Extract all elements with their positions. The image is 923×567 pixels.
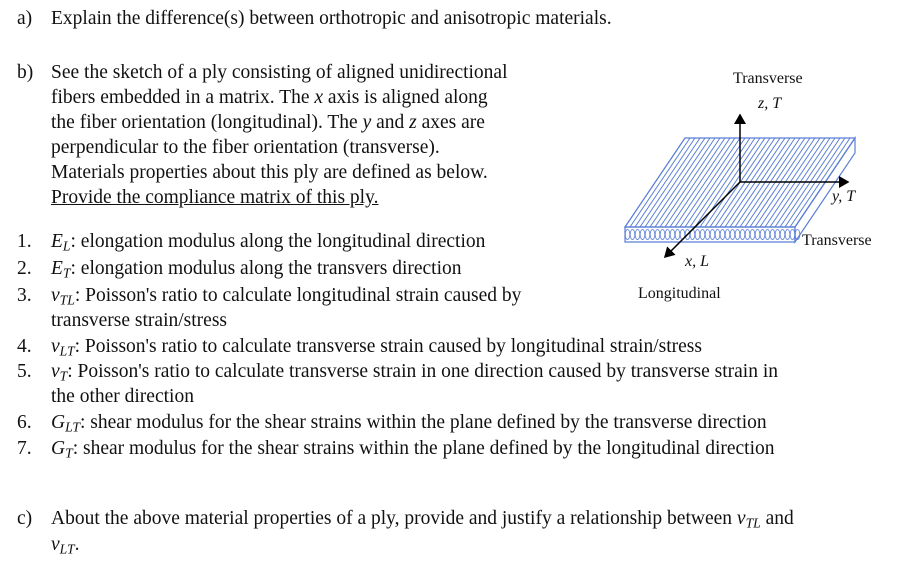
fiber-end (670, 230, 675, 240)
fiber-end (710, 230, 715, 240)
prop-4-num: 4. (17, 336, 32, 357)
fiber-end (635, 230, 640, 240)
fiber-end (770, 230, 775, 240)
fiber-end (630, 230, 635, 240)
fiber-end (735, 230, 740, 240)
prop-5: $\nu_T$: Poisson's ratio to calculate transverse strain in one direction caused by transverse strain in (51, 361, 778, 384)
part-b-line-3: the fiber orientation (longitudinal). The y and z axes are (51, 112, 485, 133)
fiber-end (780, 230, 785, 240)
fiber-end (700, 230, 705, 240)
fiber-end (730, 230, 735, 240)
fiber-end (790, 230, 795, 240)
label-transverse-right: Transverse (802, 232, 872, 249)
prop-5-cont: the other direction (51, 386, 194, 407)
fiber-end (745, 230, 750, 240)
fiber-end (675, 230, 680, 240)
part-b-line-4: perpendicular to the fiber orientation (transverse). (51, 137, 440, 158)
part-c-line-2: $\nu_{LT}$. (51, 534, 80, 557)
axis-y-symbol: y (362, 112, 372, 133)
fiber-line (650, 138, 710, 227)
prop-1-num: 1. (17, 231, 32, 252)
part-c-marker: c) (17, 508, 33, 529)
prop-3-cont: transverse strain/stress (51, 310, 227, 331)
label-x-axis: x, L (685, 253, 709, 270)
fiber-line (655, 138, 715, 227)
part-b-line-1: See the sketch of a ply consisting of aligned unidirectional (51, 62, 508, 83)
label-z-axis: z, T (758, 95, 782, 112)
prop-6-num: 6. (17, 412, 32, 433)
fiber-end (705, 230, 710, 240)
fiber-end (640, 230, 645, 240)
part-c-line-1: About the above material properties of a ply, provide and justify a relationship between $\nu_{TL}$ and (51, 508, 794, 531)
fiber-end (725, 230, 730, 240)
fiber-end (740, 230, 745, 240)
fiber-line (630, 138, 690, 227)
prop-3: $\nu_{TL}$: Poisson's ratio to calculate longitudinal strain caused by (51, 285, 522, 308)
fiber-end (655, 230, 660, 240)
fiber-end (665, 230, 670, 240)
part-b-instruction: Provide the compliance matrix of this ply. (51, 187, 379, 208)
part-b-line-5: Materials properties about this ply are defined as below. (51, 162, 488, 183)
prop-2-num: 2. (17, 258, 32, 279)
fiber-line (640, 138, 700, 227)
prop-5-num: 5. (17, 361, 32, 382)
fiber-line (635, 138, 695, 227)
fiber-line (660, 138, 720, 227)
prop-1: $E_L$: elongation modulus along the longitudinal direction (51, 231, 486, 254)
fiber-end (765, 230, 770, 240)
fiber-line (685, 138, 745, 227)
part-a-marker: a) (17, 8, 33, 29)
prop-2: $E_T$: elongation modulus along the transvers direction (51, 258, 462, 281)
axis-z-symbol: z (409, 112, 417, 133)
prop-7-num: 7. (17, 438, 32, 459)
fiber-end (660, 230, 665, 240)
prop-6: $G_{LT}$: shear modulus for the shear strains within the plane defined by the transverse direction (51, 412, 767, 435)
fiber-line (665, 138, 725, 227)
label-transverse-top: Transverse (733, 70, 803, 87)
fiber-end (785, 230, 790, 240)
fiber-end (650, 230, 655, 240)
fiber-line (670, 138, 730, 227)
fiber-end (760, 230, 765, 240)
fiber-end (645, 230, 650, 240)
part-b-line-2: fibers embedded in a matrix. The x axis is aligned along (51, 87, 488, 108)
fiber-end (750, 230, 755, 240)
axis-x-symbol: x (314, 87, 324, 108)
fiber-line (645, 138, 705, 227)
prop-4: $\nu_{LT}$: Poisson's ratio to calculate transverse strain caused by longitudinal strain/stress (51, 336, 702, 359)
prop-7: $G_T$: shear modulus for the shear strains within the plane defined by the longitudinal direction (51, 438, 775, 461)
part-a-question: Explain the difference(s) between orthotropic and anisotropic materials. (51, 8, 612, 29)
fiber-end (715, 230, 720, 240)
fiber-line (675, 138, 735, 227)
fiber-end (720, 230, 725, 240)
ply-diagram (600, 60, 900, 310)
fiber-end (625, 230, 630, 240)
fiber-end (775, 230, 780, 240)
fiber-line (680, 138, 740, 227)
part-b-marker: b) (17, 62, 34, 83)
prop-3-num: 3. (17, 285, 32, 306)
fiber-end (755, 230, 760, 240)
label-longitudinal: Longitudinal (638, 285, 721, 302)
label-y-axis: y, T (832, 188, 856, 205)
fiber-end (695, 230, 700, 240)
ply-sketch (600, 60, 900, 310)
